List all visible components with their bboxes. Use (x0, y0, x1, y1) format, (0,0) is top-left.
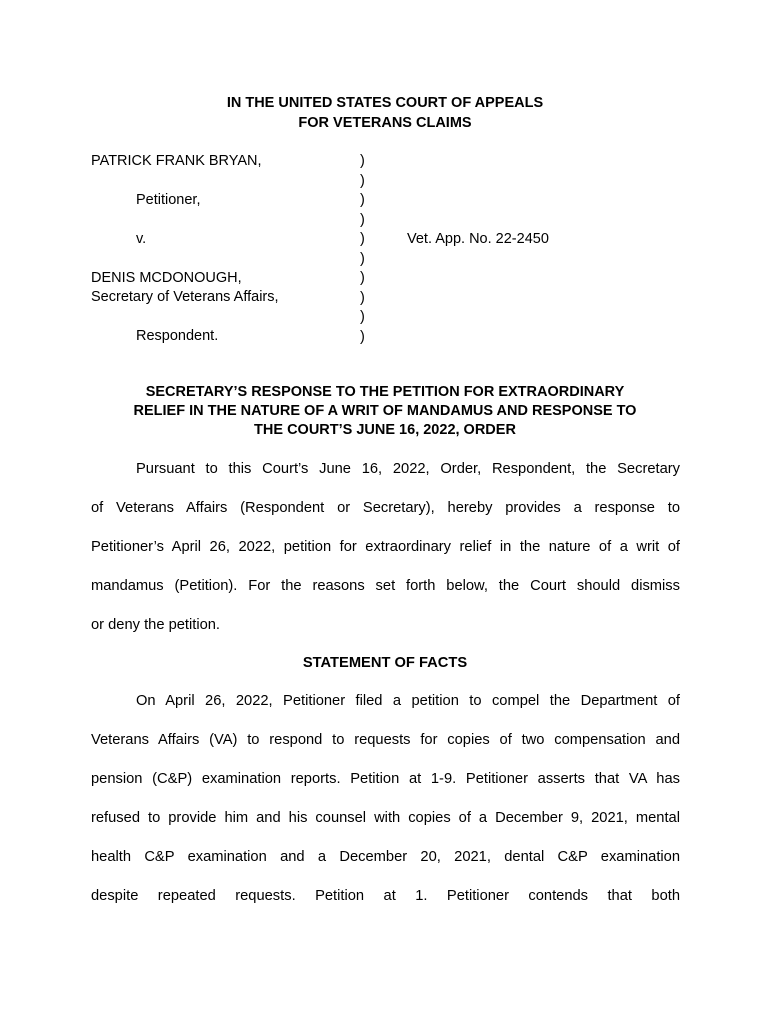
intro-line: mandamus (Petition). For the reasons set forth below, the Court should dismiss (91, 578, 680, 594)
facts-line: despite repeated requests. Petition at 1. Petitioner contends that both (91, 888, 680, 904)
respondent-role: Respondent. (136, 328, 219, 344)
facts-line: health C&P examination and a December 20, 2021, dental C&P examination (91, 849, 680, 865)
paren: ) (360, 328, 365, 345)
paren: ) (360, 153, 365, 169)
intro-line: of Veterans Affairs (Respondent or Secretary), hereby provides a response to (91, 500, 680, 516)
facts-line: pension (C&P) examination reports. Petition at 1-9. Petitioner asserts that VA has (91, 771, 680, 787)
intro-line: Petitioner’s April 26, 2022, petition for extraordinary relief in the nature of a writ of (91, 539, 680, 555)
facts-line: On April 26, 2022, Petitioner filed a petition to compel the Department of (136, 693, 680, 709)
paren: ) (360, 231, 365, 247)
section-heading: STATEMENT OF FACTS (302, 655, 468, 671)
paren: ) (360, 309, 365, 325)
case-number: Vet. App. No. 22-2450 (407, 231, 549, 247)
facts-line: refused to provide him and his counsel with copies of a December 9, 2021, mental (91, 810, 680, 826)
court-name-line-1: IN THE UNITED STATES COURT OF APPEALS (226, 95, 544, 111)
document-title (60, 383, 710, 440)
court-name-line-2: FOR VETERANS CLAIMS (298, 115, 472, 131)
title-line-1: SECRETARY’S RESPONSE TO THE PETITION FOR EXTRAORDINARY (145, 384, 625, 400)
caption-parentheses (360, 152, 365, 347)
petitioner-role: Petitioner, (136, 192, 201, 208)
title-line-2: RELIEF IN THE NATURE OF A WRIT OF MANDAMUS AND RESPONSE TO (133, 403, 637, 419)
respondent-name: DENIS MCDONOUGH, (91, 270, 242, 286)
intro-line: Pursuant to this Court’s June 16, 2022, Order, Respondent, the Secretary (136, 461, 680, 477)
paren: ) (360, 289, 365, 306)
versus-label: v. (136, 231, 147, 247)
facts-line: Veterans Affairs (VA) to respond to requests for copies of two compensation and (91, 732, 680, 748)
intro-line: or deny the petition. (91, 617, 221, 633)
petitioner-name: PATRICK FRANK BRYAN, (91, 153, 262, 169)
title-line-3: THE COURT’S JUNE 16, 2022, ORDER (254, 422, 516, 438)
respondent-title: Secretary of Veterans Affairs, (91, 289, 279, 305)
paren: ) (360, 270, 365, 286)
paren: ) (360, 211, 365, 228)
paren: ) (360, 172, 365, 189)
paren: ) (360, 192, 365, 208)
paren: ) (360, 250, 365, 267)
